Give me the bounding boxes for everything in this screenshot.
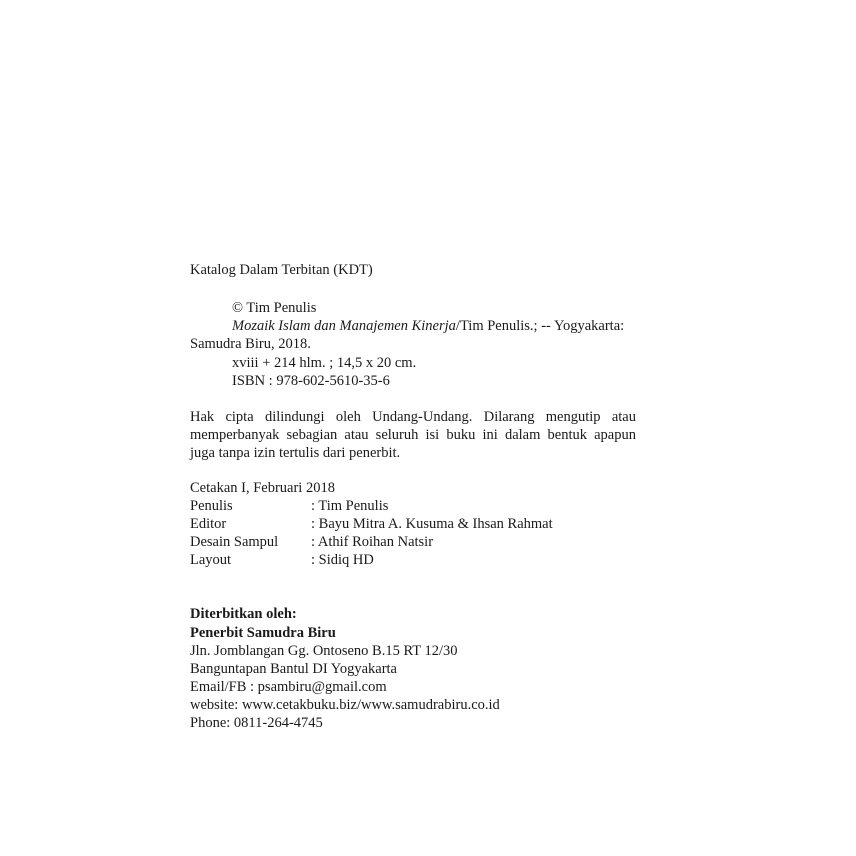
credit-label: Desain Sampul xyxy=(190,534,279,550)
kdt-heading: Katalog Dalam Terbitan (KDT) xyxy=(190,262,373,278)
published-by-heading: Diterbitkan oleh: xyxy=(190,606,297,622)
rights-line-1: Hak cipta dilindungi oleh Undang-Undang. Dilarang mengutip atau xyxy=(190,409,636,425)
copyright-page xyxy=(190,0,636,856)
book-title-rest: /Tim Penulis.; -- Yogyakarta: xyxy=(455,318,625,334)
credit-value: : Tim Penulis xyxy=(311,498,389,514)
credit-value: : Athif Roihan Natsir xyxy=(311,534,434,550)
edition-line: Cetakan I, Februari 2018 xyxy=(190,480,335,496)
credit-value: : Bayu Mitra A. Kusuma & Ihsan Rahmat xyxy=(311,516,553,532)
publisher-address-2: Banguntapan Bantul DI Yogyakarta xyxy=(190,661,397,677)
publisher-website: website: www.cetakbuku.biz/www.samudrabiru.co.id xyxy=(190,697,500,713)
credit-value: : Sidiq HD xyxy=(311,552,374,568)
kdt-title-line xyxy=(232,317,624,335)
book-title: Mozaik Islam dan Manajemen Kinerja xyxy=(232,318,456,334)
kdt-pages: xviii + 214 hlm. ; 14,5 x 20 cm. xyxy=(232,355,417,371)
rights-line-3: juga tanpa izin tertulis dari penerbit. xyxy=(190,445,401,461)
publisher-email: Email/FB : psambiru@gmail.com xyxy=(190,679,387,695)
rights-line-2: memperbanyak sebagian atau seluruh isi buku ini dalam bentuk apapun xyxy=(190,427,636,443)
credit-label: Editor xyxy=(190,516,227,532)
kdt-isbn: ISBN : 978-602-5610-35-6 xyxy=(232,373,390,389)
kdt-publisher-line: Samudra Biru, 2018. xyxy=(190,336,311,352)
publisher-name: Penerbit Samudra Biru xyxy=(190,625,336,641)
publisher-address-1: Jln. Jomblangan Gg. Ontoseno B.15 RT 12/30 xyxy=(190,643,458,659)
kdt-copyright: © Tim Penulis xyxy=(232,300,317,316)
credit-label: Layout xyxy=(190,552,232,568)
publisher-phone: Phone: 0811-264-4745 xyxy=(190,715,323,731)
credit-label: Penulis xyxy=(190,498,233,514)
